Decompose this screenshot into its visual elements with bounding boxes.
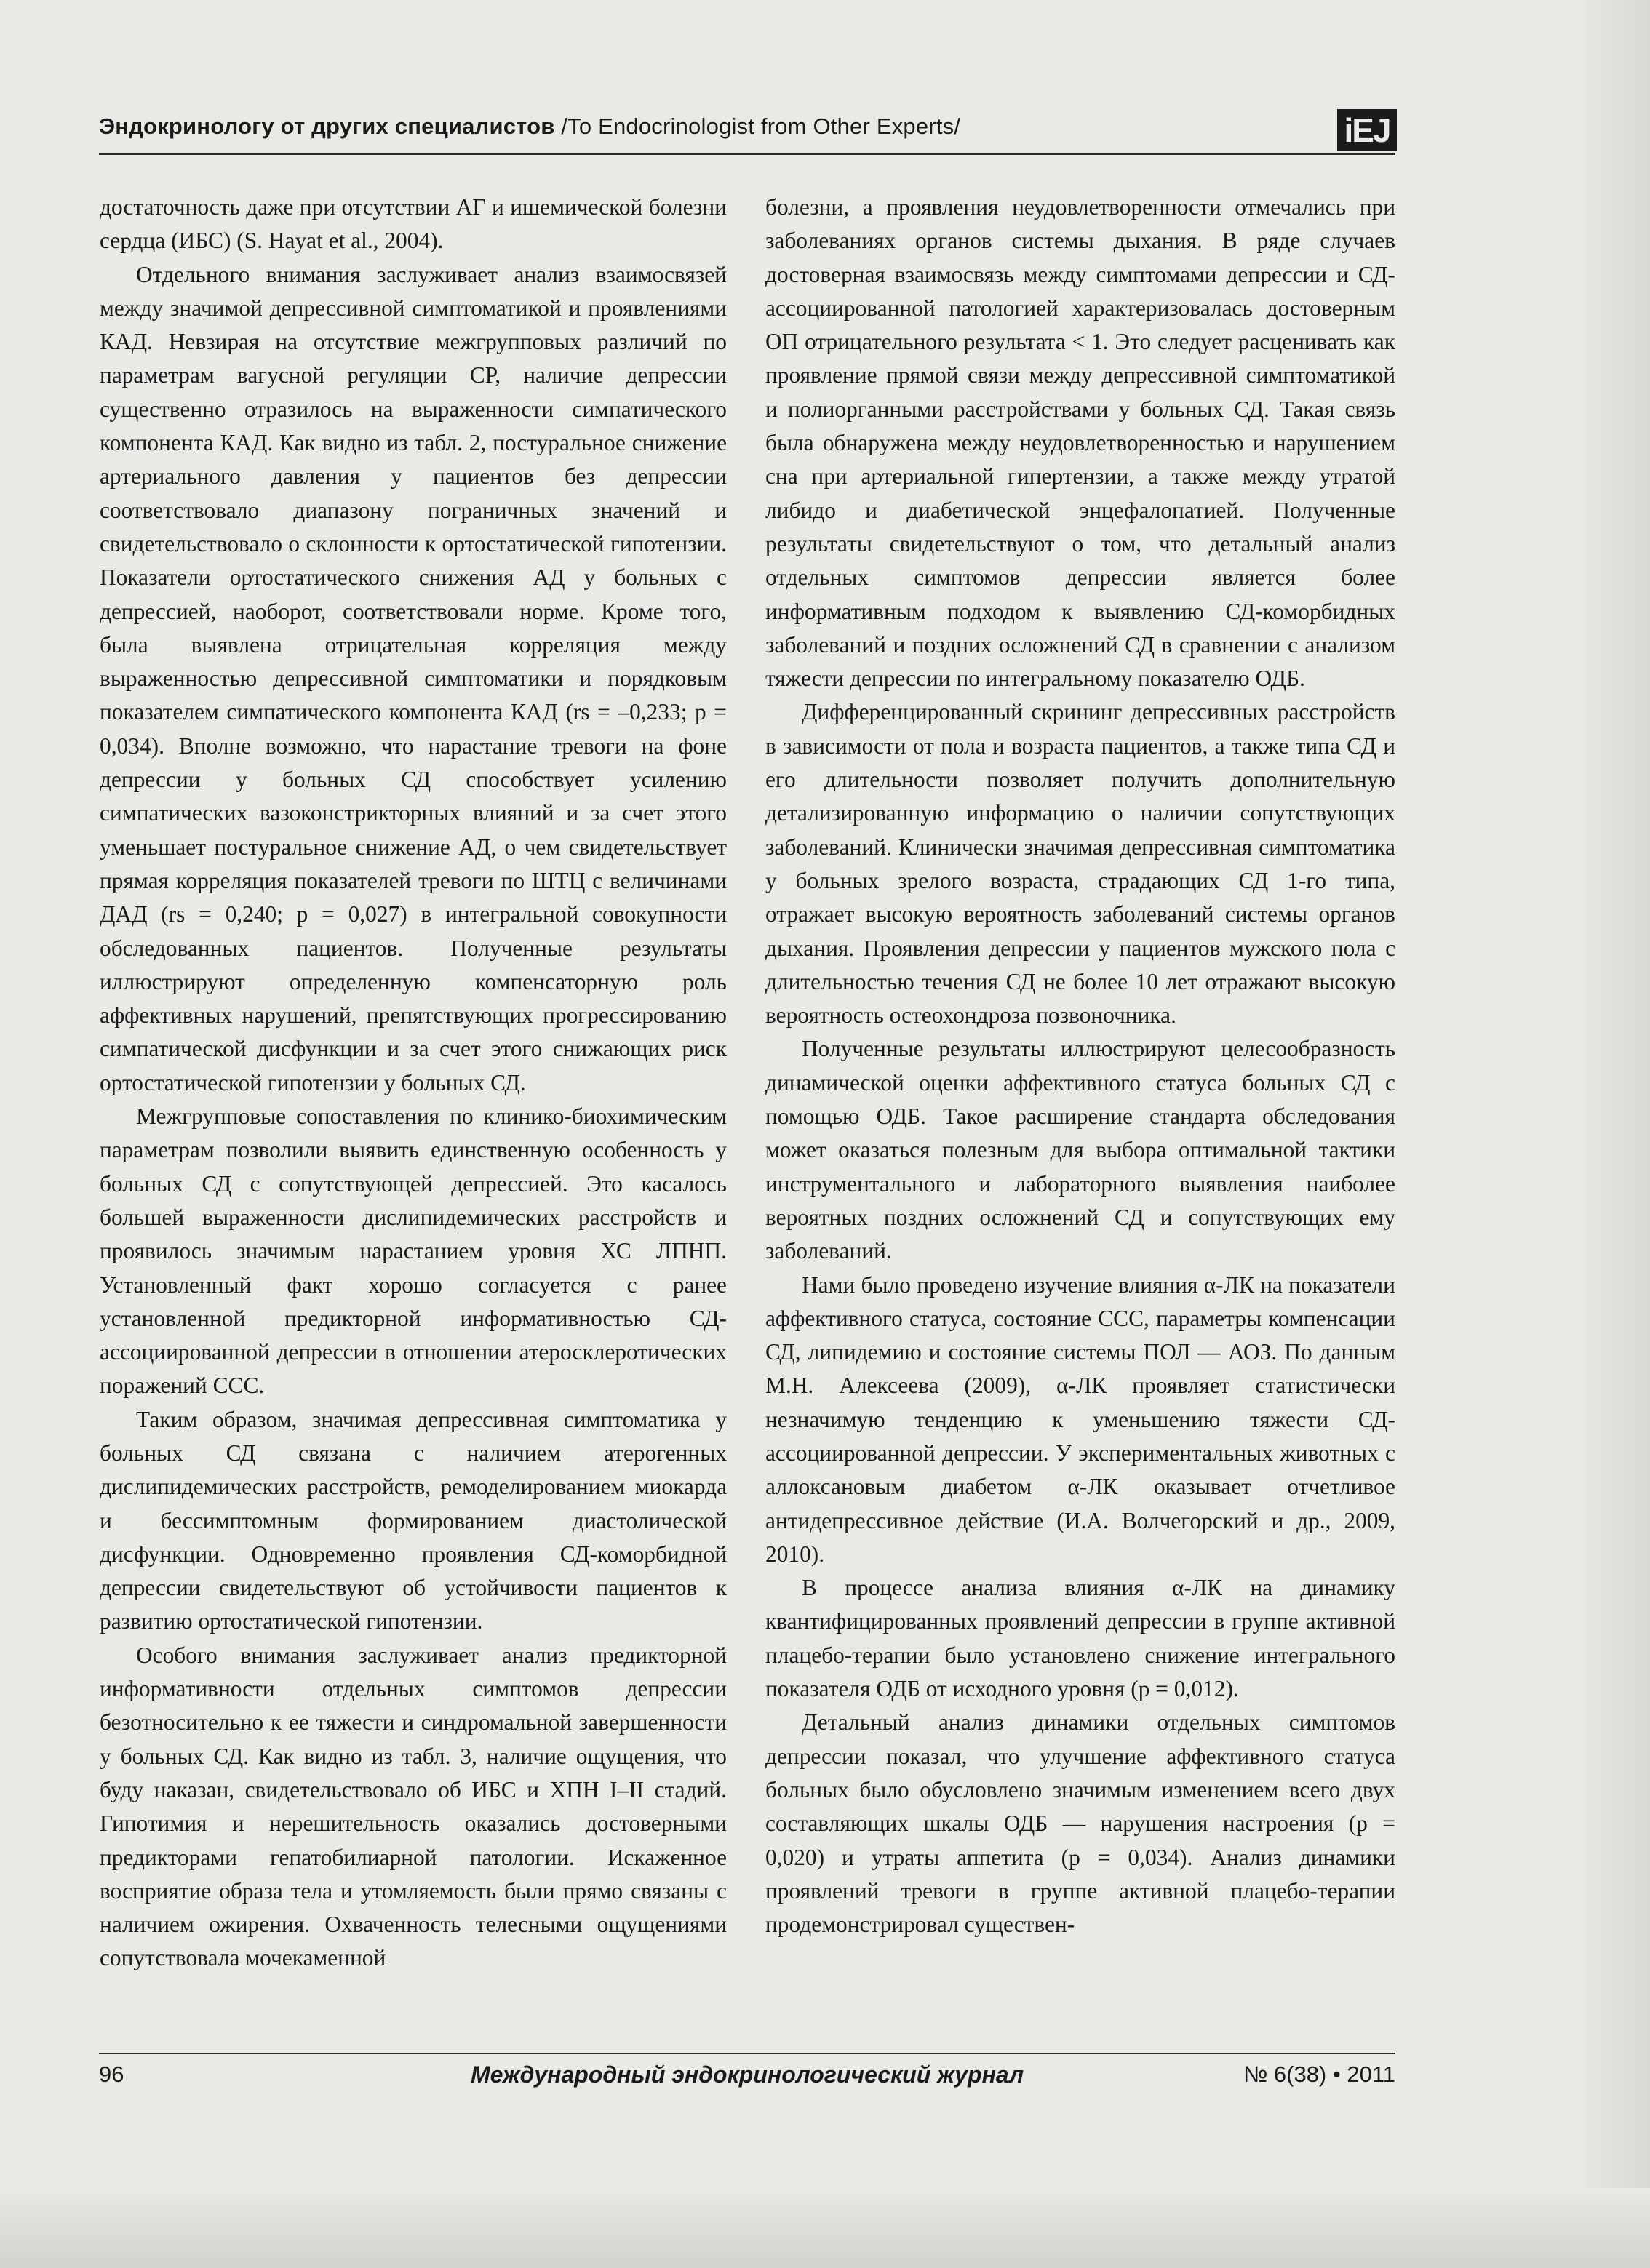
page-number: 96 bbox=[99, 2061, 124, 2087]
journal-logo: iEJ bbox=[1337, 109, 1397, 151]
footer-divider bbox=[99, 2053, 1395, 2054]
paragraph: Таким образом, значимая депрессивная симптоматика у больных СД связана с наличием атерогенных дислипидемических расстройств, ремоделированием миокарда и бессимптомным формированием диастолической дисфункции. Одновременно проявления СД-коморбидной депрессии свидетельствуют об устойчивости пациентов к развитию ортостатической гипотензии. bbox=[100, 1406, 727, 1634]
paragraph: болезни, а проявления неудовлетворенности отмечались при заболеваниях органов системы дыхания. В ряде случаев достоверная взаимосвязь между симптомами депрессии и СД-ассоциированной патологией характеризовалась достоверным ОП отрицательного результата < 1. Это следует расценивать как проявление прямой связи между депрессивной симптоматикой и полиорганными расстройствами у больных СД. Такая связь была обнаружена между неудовлетворенностью и нарушением сна при артериальной гипертензии, а также между утратой либидо и диабетической энцефалопатией. Полученные результаты свидетельствуют о том, что детальный анализ отдельных симптомов депрессии является более информативным подходом к выявлению СД-коморбидных заболеваний и поздних осложнений СД в сравнении с анализом тяжести депрессии по интегральному показателю ОДБ. bbox=[765, 194, 1395, 692]
paragraph: В процессе анализа влияния α-ЛК на динамику квантифицированных проявлений депрессии в группе активной плацебо-терапии было установлено снижение интегрального показателя ОДБ от исходного уровня (p = 0,012). bbox=[765, 1575, 1395, 1702]
section-title-english: /To Endocrinologist from Other Experts/ bbox=[554, 113, 961, 139]
page-bottom-shadow bbox=[0, 2188, 1650, 2268]
paragraph: Отдельного внимания заслуживает анализ взаимосвязей между значимой депрессивной симптоматикой и проявлениями КАД. Невзирая на отсутствие межгрупповых различий по параметрам вагусной регуляции СР, наличие депрессии существенно отразилось на выраженности симпатического компонента КАД. Как видно из табл. 2, постуральное снижение артериального давления у пациентов без депрессии соответствовало диапазону пограничных значений и свидетельствовало о склонности к ортостатической гипотензии. Показатели ортостатического снижения АД у больных с депрессией, наоборот, соответствовали норме. Кроме того, была выявлена отрицательная корреляция между выраженностью депрессивной симптоматики и порядковым показателем симпатического компонента КАД (rs = –0,233; p = 0,034). Вполне возможно, что нарастание тревоги на фоне депрессии у больных СД способствует усилению симпатических вазоконстрикторных влияний и за счет этого уменьшает постуральное снижение АД, о чем свидетельствует прямая корреляция показателей тревоги по ШТЦ с величинами ДАД (rs = 0,240; p = 0,027) в интегральной совокупности обследованных пациентов. Полученные результаты иллюстрируют определенную компенсаторную роль аффективных нарушений, препятствующих прогрессированию симпатической дисфункции и за счет этого снижающих риск ортостатической гипотензии у больных СД. bbox=[100, 261, 727, 1095]
section-title: Эндокринологу от других специалистов bbox=[99, 113, 555, 139]
paragraph: Межгрупповые сопоставления по клинико-биохимическим параметрам позволили выявить единственную особенность у больных СД с сопутствующей депрессией. Это касалось большей выраженности дислипидемических расстройств и проявилось значимым нарастанием уровня ХС ЛПНП. Установленный факт хорошо согласуется с ранее установленной предикторной информативностью СД-ассоциированной депрессии в отношении атеросклеротических поражений ССС. bbox=[100, 1103, 727, 1399]
running-header bbox=[99, 109, 1394, 153]
page-edge-shadow bbox=[1585, 0, 1650, 2268]
paragraph: Особого внимания заслуживает анализ предикторной информативности отдельных симптомов депрессии безотносительно к ее тяжести и синдромальной завершенности у больных СД. Как видно из табл. 3, наличие ощущения, что буду наказан, свидетельствовало об ИБС и ХПН I–II стадий. Гипотимия и нерешительность оказались достоверными предикторами гепатобилиарной патологии. Искаженное восприятие образа тела и утомляемость были прямо связаны с наличием ожирения. Охваченность телесными ощущениями сопутствовала мочекаменной bbox=[100, 1642, 727, 1971]
header-divider bbox=[99, 153, 1395, 155]
paragraph: Дифференцированный скрининг депрессивных расстройств в зависимости от пола и возраста пациентов, а также типа СД и его длительности позволяет получить дополнительную детализированную информацию о наличии сопутствующих заболеваний. Клинически значимая депрессивная симптоматика у больных зрелого возраста, страдающих СД 1-го типа, отражает высокую вероятность заболеваний системы органов дыхания. Проявления депрессии у пациентов мужского пола с длительностью течения СД не более 10 лет отражают высокую вероятность остеохондроза позвоночника. bbox=[765, 699, 1395, 1029]
paragraph: Нами было проведено изучение влияния α-ЛК на показатели аффективного статуса, состояние ССС, параметры компенсации СД, липидемию и состояние системы ПОЛ — АОЗ. По данным М.Н. Алексеева (2009), α-ЛК проявляет статистически незначимую тенденцию к уменьшению тяжести СД-ассоциированной депрессии. У экспериментальных животных с аллоксановым диабетом α-ЛК оказывает отчетливое антидепрессивное действие (И.А. Волчегорский и др., 2009, 2010). bbox=[765, 1271, 1395, 1567]
paragraph: достаточность даже при отсутствии АГ и ишемической болезни сердца (ИБС) (S. Hayat et al., 2004). bbox=[100, 194, 727, 254]
paragraph: Детальный анализ динамики отдельных симптомов депрессии показал, что улучшение аффективного статуса больных было обусловлено значимым изменением всего двух составляющих шкалы ОДБ — нарушения настроения (p = 0,020) и утраты аппетита (p = 0,034). Анализ динамики проявлений тревоги в группе активной плацебо-терапии продемонстрировал существен- bbox=[765, 1709, 1395, 1938]
paragraph: Полученные результаты иллюстрируют целесообразность динамической оценки аффективного статуса больных СД с помощью ОДБ. Такое расширение стандарта обследования может оказаться полезным для выбора оптимальной тактики инструментального и лабораторного выявления наиболее вероятных поздних осложнений СД и сопутствующих ему заболеваний. bbox=[765, 1036, 1395, 1264]
issue-number: № 6(38) • 2011 bbox=[1243, 2061, 1395, 2087]
left-column bbox=[100, 191, 727, 1976]
journal-name: Международный эндокринологический журнал bbox=[471, 2061, 1024, 2088]
right-column bbox=[765, 191, 1395, 1941]
